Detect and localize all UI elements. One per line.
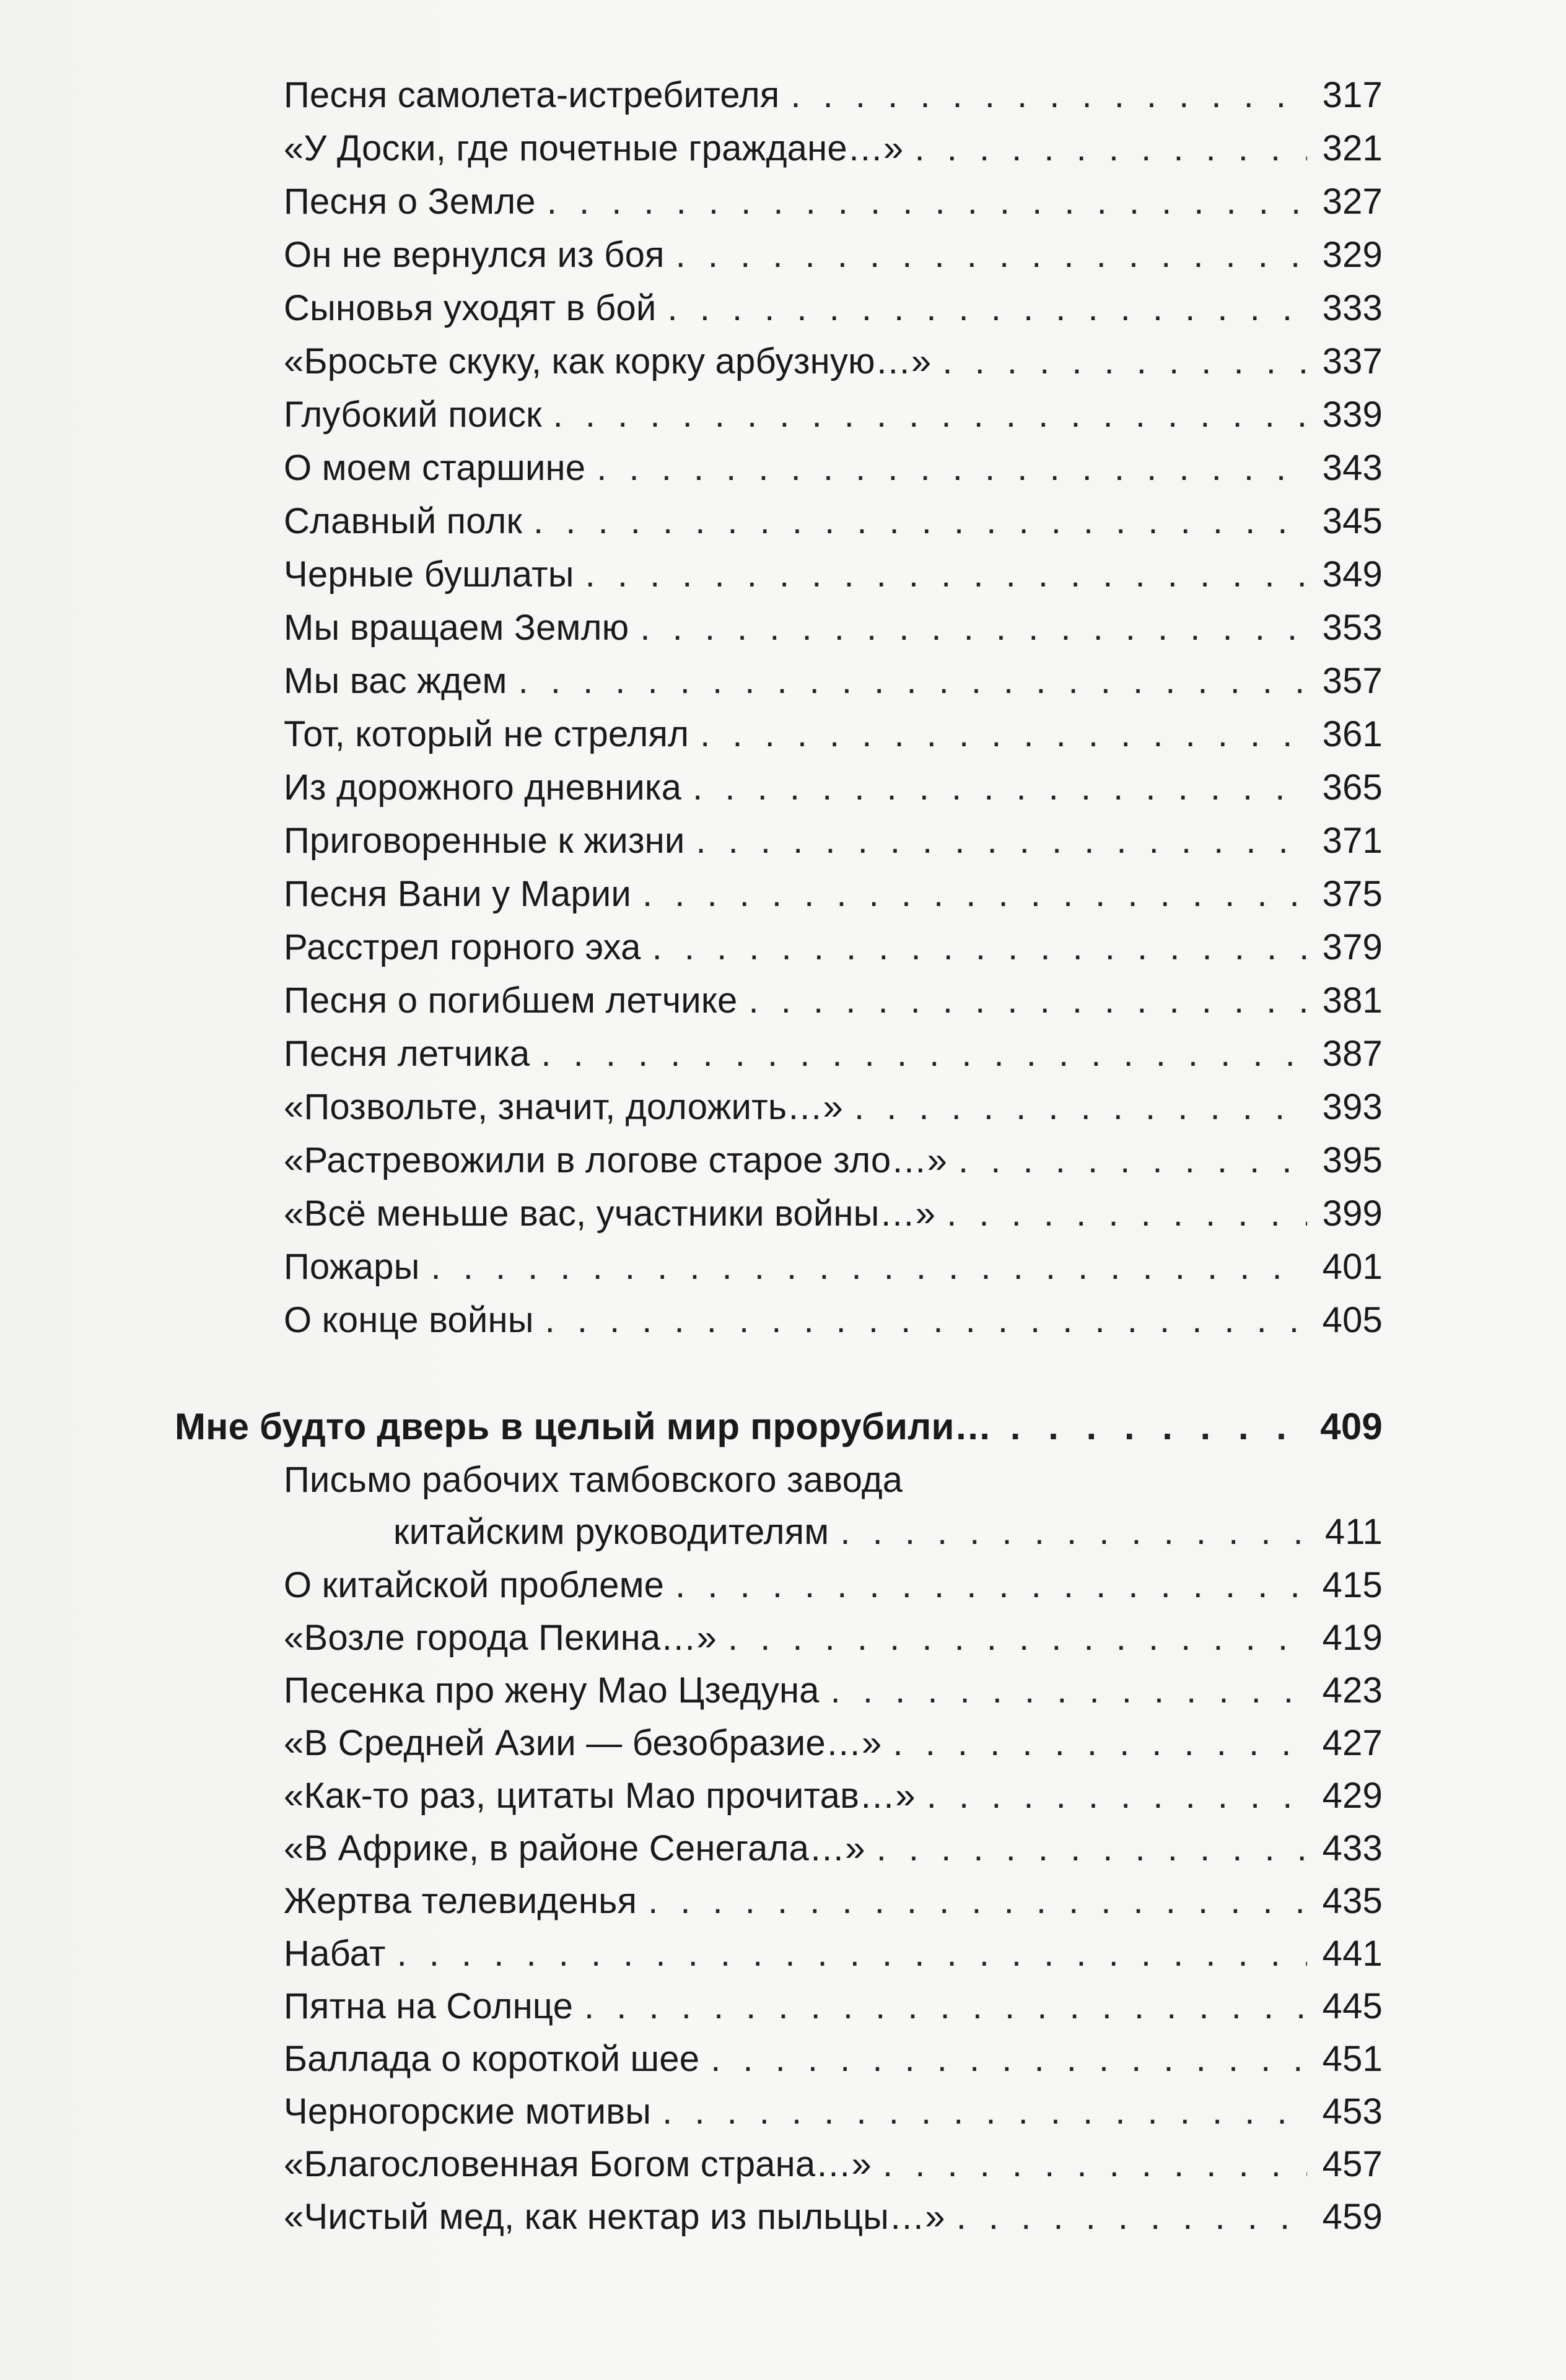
leader-dots — [547, 180, 1307, 224]
toc-entry-title: Приговоренные к жизни — [284, 821, 685, 861]
leader-dots — [397, 1932, 1307, 1976]
toc-entry-title: «В Средней Азии — безобразие…» — [284, 1723, 882, 1763]
toc-section-heading — [175, 1393, 1383, 1449]
toc-entry — [284, 541, 1383, 597]
leader-dots — [696, 819, 1307, 863]
toc-entry-page: 375 — [1322, 874, 1383, 914]
toc-entry-page: 381 — [1322, 980, 1383, 1021]
toc-entry — [284, 1868, 1383, 1924]
toc-entry-title: Песня Вани у Марии — [284, 874, 631, 914]
toc-entry-line2 — [393, 1499, 1383, 1554]
toc-entry-page: 419 — [1322, 1618, 1383, 1658]
toc-entry-page: 353 — [1322, 608, 1383, 648]
toc-entry — [284, 381, 1383, 437]
toc-entry-title: Пожары — [284, 1247, 420, 1287]
toc-entry — [284, 1180, 1383, 1236]
toc-entry-title: Песня летчика — [284, 1034, 530, 1074]
toc-entry-title: «Растревожили в логове старое зло…» — [284, 1140, 948, 1180]
toc-entry-title: Песня о Земле — [284, 181, 536, 222]
toc-entry-title: Славный полк — [284, 501, 523, 541]
toc-entry — [284, 62, 1383, 118]
leader-dots — [893, 1721, 1307, 1766]
toc-entry-title: Тот, который не стрелял — [284, 714, 689, 754]
toc-entry-page: 453 — [1322, 2091, 1383, 2132]
toc-entry-title: О моем старшине — [284, 448, 586, 488]
toc-entry — [284, 2184, 1383, 2239]
toc-entry — [284, 1074, 1383, 1130]
toc-entry-page: 329 — [1322, 235, 1383, 275]
toc-entry — [284, 595, 1383, 650]
toc-entry-page: 379 — [1322, 927, 1383, 967]
leader-dots — [675, 1563, 1307, 1608]
toc-entry-title: Черногорские мотивы — [284, 2091, 652, 2132]
toc-entry — [284, 275, 1383, 331]
toc-entry-page: 433 — [1322, 1828, 1383, 1868]
toc-entry — [284, 2026, 1383, 2081]
toc-entry-title: Баллада о короткой шее — [284, 2039, 700, 2079]
toc-entry-title: Черные бушлаты — [284, 554, 574, 595]
toc-entry — [284, 1815, 1383, 1871]
toc-entry-title: Расстрел горного эха — [284, 927, 641, 967]
toc-entry-title: «Возле города Пекина…» — [284, 1618, 717, 1658]
leader-dots — [642, 872, 1307, 917]
toc-entry-title: «У Доски, где почетные граждане…» — [284, 128, 904, 168]
toc-entry — [284, 1552, 1383, 1608]
toc-entry — [284, 1287, 1383, 1343]
toc-entry-title: Пятна на Солнце — [284, 1986, 574, 2026]
leader-dots — [585, 552, 1307, 597]
toc-entry-title: О конце войны — [284, 1300, 534, 1340]
toc-entry — [284, 1710, 1383, 1766]
toc-entry-page: 401 — [1322, 1247, 1383, 1287]
toc-section-page: 409 — [1320, 1406, 1383, 1447]
toc-entry-page: 349 — [1322, 554, 1383, 595]
toc-entry-page: 365 — [1322, 767, 1383, 808]
toc-entry-title: Он не вернулся из боя — [284, 235, 665, 275]
leader-dots — [553, 393, 1307, 437]
toc-entry-page: 395 — [1322, 1140, 1383, 1180]
toc-entry-page: 343 — [1322, 448, 1383, 488]
toc-entry — [284, 328, 1383, 384]
toc-entry-title: Песенка про жену Мао Цзедуна — [284, 1670, 820, 1711]
toc-entry — [284, 967, 1383, 1023]
toc-entry — [284, 2078, 1383, 2134]
leader-dots — [431, 1245, 1308, 1289]
toc-entry-page: 317 — [1322, 75, 1383, 115]
toc-entry-page: 345 — [1322, 501, 1383, 541]
toc-entry-page: 411 — [1324, 1512, 1383, 1552]
toc-entry — [284, 1127, 1383, 1183]
leader-dots — [854, 1085, 1307, 1130]
toc-entry-page: 399 — [1322, 1193, 1383, 1234]
toc-entry-page: 357 — [1322, 661, 1383, 701]
toc-entry — [284, 435, 1383, 490]
leader-dots — [676, 233, 1307, 277]
toc-entry-line1 — [284, 1447, 1383, 1502]
leader-dots — [877, 1826, 1307, 1871]
toc-entry-title: О китайской проблеме — [284, 1565, 665, 1605]
toc-entry-page: 393 — [1322, 1087, 1383, 1127]
toc-entry — [284, 1657, 1383, 1713]
toc-entry-page: 435 — [1322, 1881, 1383, 1921]
toc-entry-title: «Всё меньше вас, участники войны…» — [284, 1193, 936, 1234]
toc-entry-page: 405 — [1322, 1300, 1383, 1340]
leader-dots — [831, 1668, 1307, 1713]
leader-dots — [749, 979, 1307, 1023]
leader-dots — [662, 2090, 1307, 2134]
toc-entry-page: 423 — [1322, 1670, 1383, 1711]
toc-entry — [284, 2131, 1383, 2187]
toc-entry-page: 321 — [1322, 128, 1383, 168]
leader-dots — [947, 1192, 1307, 1236]
leader-dots — [711, 2037, 1307, 2081]
toc-entry-title: Мы вас ждем — [284, 661, 507, 701]
toc-entry — [284, 861, 1383, 917]
leader-dots — [597, 446, 1307, 490]
leader-dots — [533, 499, 1307, 544]
toc-entry-title: Из дорожного дневника — [284, 767, 682, 808]
leader-dots — [667, 286, 1307, 331]
leader-dots — [545, 1298, 1307, 1343]
toc-entry-page: 387 — [1322, 1034, 1383, 1074]
toc-entry-title: «Позвольте, значит, доложить…» — [284, 1087, 843, 1127]
toc-entry — [284, 754, 1383, 810]
toc-entry-page: 333 — [1322, 288, 1383, 328]
toc-entry-title: Песня самолета-истребителя — [284, 75, 780, 115]
toc-entry — [284, 1021, 1383, 1076]
toc-entry-page: 371 — [1322, 821, 1383, 861]
leader-dots — [640, 606, 1307, 650]
toc-entry — [284, 648, 1383, 704]
toc-entry-page: 337 — [1322, 341, 1383, 381]
toc-entry — [284, 1973, 1383, 2029]
leader-dots — [942, 339, 1307, 384]
toc-entry-page: 451 — [1322, 2039, 1383, 2079]
toc-entry — [284, 1763, 1383, 1818]
toc-entry-page: 427 — [1322, 1723, 1383, 1763]
toc-entry-page: 441 — [1322, 1933, 1383, 1974]
toc-entry-page: 327 — [1322, 181, 1383, 222]
leader-dots — [541, 1032, 1307, 1076]
leader-dots — [693, 765, 1307, 810]
toc-section-title: Мне будто дверь в целый мир прорубили… — [175, 1406, 992, 1447]
toc-entry — [284, 168, 1383, 224]
toc-entry-page: 445 — [1322, 1986, 1383, 2026]
leader-dots — [518, 659, 1307, 704]
toc-entry-page: 457 — [1322, 2144, 1383, 2184]
leader-dots — [790, 73, 1307, 118]
toc-entry — [284, 115, 1383, 171]
toc-entry-title: Жертва телевиденья — [284, 1881, 637, 1921]
toc-entry-title: Песня о погибшем летчике — [284, 980, 738, 1021]
leader-dots — [652, 925, 1307, 970]
toc-entry-page: 339 — [1322, 394, 1383, 435]
toc-entry-page: 361 — [1322, 714, 1383, 754]
leader-dots — [958, 1138, 1307, 1183]
toc-entry-title: «В Африке, в районе Сенегала…» — [284, 1828, 865, 1868]
leader-dots — [914, 126, 1307, 171]
toc-entry-page: 459 — [1322, 2197, 1383, 2237]
toc-entry-page: 415 — [1322, 1565, 1383, 1605]
leader-dots — [1010, 1405, 1307, 1449]
leader-dots — [956, 2195, 1307, 2239]
leader-dots — [840, 1510, 1307, 1554]
leader-dots — [700, 712, 1307, 757]
toc-entry — [284, 222, 1383, 277]
toc-entry-title: Сыновья уходят в бой — [284, 288, 657, 328]
toc-entry-title: Письмо рабочих тамбовского завода — [284, 1460, 903, 1500]
toc-entry-title: китайским руководителям — [393, 1512, 829, 1552]
toc-entry — [284, 808, 1383, 863]
toc-entry — [284, 1920, 1383, 1976]
toc-entry-title: «Бросьте скуку, как корку арбузную…» — [284, 341, 932, 381]
leader-dots — [648, 1879, 1307, 1924]
toc-entry — [284, 488, 1383, 544]
toc-entry — [284, 1234, 1383, 1289]
toc-entry-title: «Как-то раз, цитаты Мао прочитав…» — [284, 1776, 916, 1816]
leader-dots — [728, 1616, 1307, 1660]
leader-dots — [584, 1984, 1307, 2029]
toc-entry-title: «Чистый мед, как нектар из пыльцы…» — [284, 2197, 945, 2237]
leader-dots — [927, 1774, 1307, 1818]
toc-entry-title: Глубокий поиск — [284, 394, 542, 435]
toc-entry — [284, 1605, 1383, 1660]
toc-entry-title: Набат — [284, 1933, 386, 1974]
toc-entry — [284, 701, 1383, 757]
leader-dots — [883, 2142, 1307, 2187]
toc-entry-page: 429 — [1322, 1776, 1383, 1816]
toc-entry — [284, 914, 1383, 970]
toc-entry-title: Мы вращаем Землю — [284, 608, 629, 648]
toc-entry-title: «Благословенная Богом страна…» — [284, 2144, 872, 2184]
